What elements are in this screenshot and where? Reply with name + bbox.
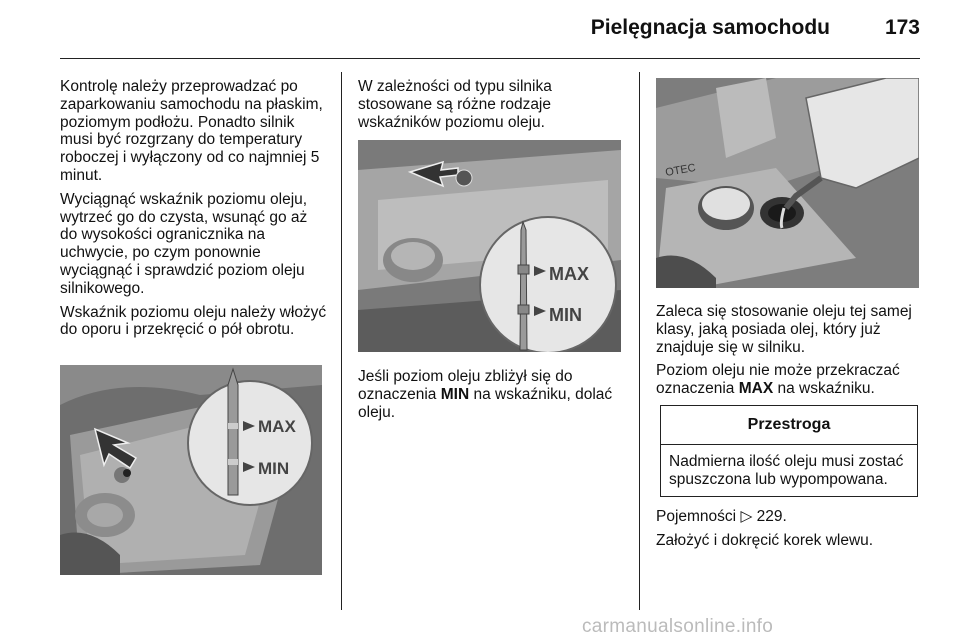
- page-reference-icon[interactable]: ▷: [740, 508, 753, 525]
- max-label: MAX: [549, 264, 589, 284]
- engine-dipstick-illustration-1: [60, 365, 322, 575]
- text: na wskaźniku.: [773, 380, 875, 398]
- paragraph: Wskaźnik poziomu oleju należy włożyć do oporu i przekręcić o pół obrotu.: [60, 303, 327, 339]
- column-divider-1: [341, 72, 342, 610]
- paragraph: Wyciągnąć wskaźnik poziomu oleju, wytrzeć go do czysta, wsunąć go aż do wysokości ogranicznika na uchwycie, po czym ponownie wyciągnąć i sprawdzić poziom oleju silnikowego.: [60, 190, 308, 297]
- warning-text: Nadmierna ilość oleju musi zostać spuszczona lub wypompowana.: [669, 453, 904, 488]
- min-label: MIN: [258, 459, 290, 478]
- paragraph: Założyć i dokręcić korek wlewu.: [656, 531, 874, 549]
- paragraph: Zaleca się stosowanie oleju tej samej klasy, jaką posiada olej, który już znajduje się w silniku.: [656, 303, 912, 356]
- min-marker: MIN: [440, 385, 470, 403]
- page-number: 173: [884, 16, 920, 39]
- page-header-title: Pielęgnacja samochodu: [590, 16, 830, 39]
- column-2-lower: [358, 368, 626, 427]
- min-label: MIN: [549, 305, 582, 325]
- max-marker: MAX: [738, 380, 774, 398]
- text: na wskaźniku, dolać oleju.: [358, 385, 613, 421]
- paragraph: [656, 508, 926, 526]
- paragraph: [358, 368, 626, 421]
- warning-box: [660, 405, 918, 497]
- text: Pojemności: [656, 508, 737, 525]
- max-label: MAX: [258, 417, 296, 436]
- column-3-lower: [656, 508, 926, 556]
- engine-dipstick-illustration-2: [358, 140, 621, 352]
- text: Jeśli poziom oleju zbliżył się do oznaczenia: [358, 368, 573, 403]
- column-1: [60, 78, 328, 345]
- oil-filling-illustration: [656, 78, 919, 288]
- warning-title: Przestroga: [661, 406, 917, 445]
- engine-brand-label: OTEC: [664, 161, 697, 179]
- column-2: [358, 78, 626, 137]
- paragraph: Kontrolę należy przeprowadzać po zaparkowaniu samochodu na płaskim, poziomym podłożu. Ponadto silnik musi być rozgrzany do temperatury roboczej i wyłączony od co najmniej 5 minut.: [60, 78, 323, 184]
- watermark: carmanualsonline.info: [582, 616, 774, 637]
- column-3: [656, 303, 926, 404]
- paragraph: W zależności od typu silnika stosowane są różne rodzaje wskaźników poziomu oleju.: [358, 78, 552, 131]
- paragraph: [656, 362, 926, 398]
- column-divider-2: [639, 72, 640, 610]
- header-rule: [60, 58, 920, 59]
- text: Poziom oleju nie może przekraczać oznaczenia: [656, 362, 900, 398]
- page-reference[interactable]: 229.: [756, 508, 787, 525]
